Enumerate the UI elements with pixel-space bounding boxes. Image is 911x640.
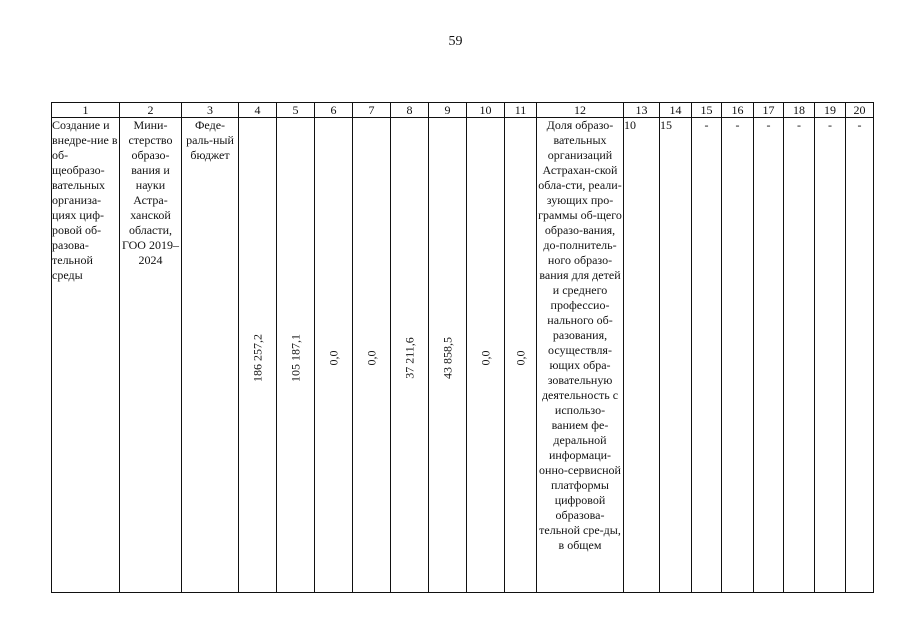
amount-cell bbox=[391, 118, 429, 593]
column-header: 8 bbox=[391, 103, 429, 118]
amount-value: 37 211,6 bbox=[402, 337, 416, 379]
amount-value: 0,0 bbox=[478, 350, 492, 366]
indicator-value-cell: 10 bbox=[624, 118, 660, 593]
amount-value: 43 858,5 bbox=[440, 337, 454, 379]
column-header: 11 bbox=[505, 103, 537, 118]
dash-cell: - bbox=[846, 118, 874, 593]
column-header: 2 bbox=[120, 103, 182, 118]
indicator-cell: Доля образо-вательных организаций Астрахан-ской обла-сти, реали-зующих про-граммы об-щего образо-вания, до-полнитель-ного образо-вания для детей и среднего профессио-нального об-разования, осуществля-ющих обра-зовательную деятельность с использо-ванием фе-деральной информаци-онно-сервисной платформы цифровой образова-тельной сре-ды, в общем bbox=[537, 118, 624, 593]
dash-cell: - bbox=[722, 118, 754, 593]
column-header: 3 bbox=[182, 103, 239, 118]
amount-cell bbox=[315, 118, 353, 593]
amount-value: 105 187,1 bbox=[288, 334, 302, 382]
column-header: 19 bbox=[815, 103, 846, 118]
dash-cell: - bbox=[784, 118, 815, 593]
dash-cell: - bbox=[754, 118, 784, 593]
column-header: 16 bbox=[722, 103, 754, 118]
header-row bbox=[52, 103, 874, 118]
column-header: 18 bbox=[784, 103, 815, 118]
column-header: 14 bbox=[660, 103, 692, 118]
column-header: 10 bbox=[467, 103, 505, 118]
column-header: 13 bbox=[624, 103, 660, 118]
dash-cell: - bbox=[692, 118, 722, 593]
column-header: 6 bbox=[315, 103, 353, 118]
column-header: 9 bbox=[429, 103, 467, 118]
data-table bbox=[51, 102, 874, 593]
amount-cell bbox=[467, 118, 505, 593]
amount-cell bbox=[429, 118, 467, 593]
column-header: 12 bbox=[537, 103, 624, 118]
column-header: 1 bbox=[52, 103, 120, 118]
amount-value: 0,0 bbox=[513, 350, 527, 366]
amount-value: 0,0 bbox=[364, 350, 378, 366]
measure-cell: Создание и внедре-ние в об-щеобразо-вательных организа-циях циф-ровой об-разова-тельной среды bbox=[52, 118, 120, 593]
indicator-value-cell: 15 bbox=[660, 118, 692, 593]
dash-cell: - bbox=[815, 118, 846, 593]
column-header: 15 bbox=[692, 103, 722, 118]
table-row bbox=[52, 118, 874, 593]
amount-cell bbox=[505, 118, 537, 593]
amount-cell bbox=[353, 118, 391, 593]
column-header: 20 bbox=[846, 103, 874, 118]
page-number: 59 bbox=[448, 34, 463, 49]
column-header: 4 bbox=[239, 103, 277, 118]
funding-source-cell: Феде-раль-ный бюджет bbox=[182, 118, 239, 593]
amount-value: 0,0 bbox=[326, 350, 340, 366]
executor-cell: Мини-стерство образо-вания и науки Астра-ханской области, ГОО 2019– 2024 bbox=[120, 118, 182, 593]
amount-cell bbox=[277, 118, 315, 593]
amount-value: 186 257,2 bbox=[250, 334, 264, 382]
amount-cell bbox=[239, 118, 277, 593]
column-header: 7 bbox=[353, 103, 391, 118]
column-header: 5 bbox=[277, 103, 315, 118]
column-header: 17 bbox=[754, 103, 784, 118]
